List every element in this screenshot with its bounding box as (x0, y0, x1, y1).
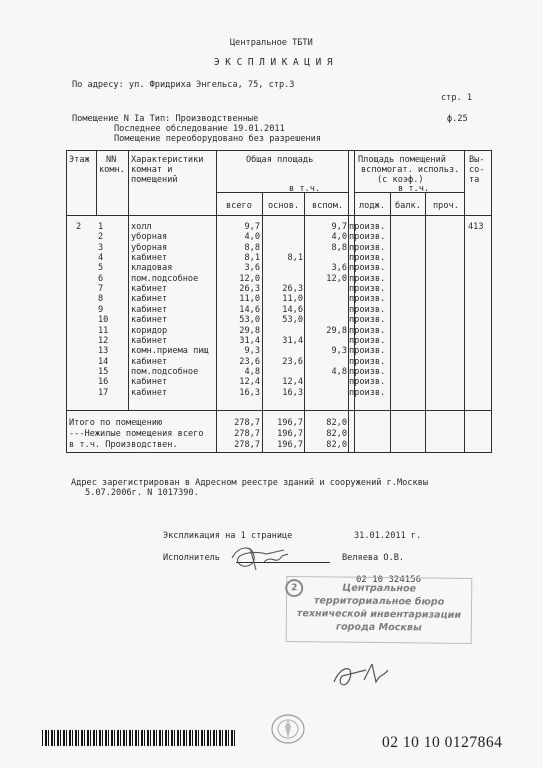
cell-nn: 14 (98, 356, 109, 367)
total-total: 278,7 (234, 429, 260, 439)
cell-name: кабинет (131, 304, 168, 315)
cell-total: 11,0 (239, 294, 260, 305)
cell-total: 14,6 (239, 304, 260, 315)
cell-type: произв. (349, 273, 386, 284)
cell-nn: 4 (98, 253, 104, 264)
cell-type: произв. (349, 335, 386, 346)
registry-text-2: 5.07.2006г. N 1017390. (85, 488, 199, 498)
cell-type: произв. (349, 304, 386, 315)
bti-stamp (286, 576, 473, 644)
cell-main: 16,3 (282, 387, 303, 398)
cell-nn: 12 (98, 335, 109, 346)
cell-nn: 3 (98, 242, 104, 253)
executor-name: Веляева О.В. (342, 553, 405, 563)
cell-name: комн.приема пищ (131, 346, 209, 357)
address-line: По адресу: ул. Фридриха Энгельса, 75, стр.3 (72, 80, 295, 90)
header-height-3: та (469, 175, 480, 185)
cell-type: произв. (349, 387, 386, 398)
cell-type: произв. (349, 377, 386, 388)
cell-total: 8,8 (244, 242, 260, 253)
header-total-area: Общая площадь (246, 155, 314, 165)
cell-main: 23,6 (282, 356, 303, 367)
cell-aux: 29,8 (326, 325, 347, 336)
cell-type: произв. (349, 222, 386, 232)
total-main: 196,7 (277, 418, 303, 428)
header-height-2: со- (469, 165, 485, 175)
cell-height: 413 (468, 222, 484, 232)
header-height: Вы- (469, 155, 485, 165)
stamp-line-2: территориальное бюро (313, 595, 445, 608)
cell-name: уборная (131, 232, 168, 243)
cell-aux: 9,7 (331, 222, 347, 232)
cell-name: холл (131, 222, 152, 232)
cell-total: 23,6 (239, 356, 260, 367)
cell-aux: 3,6 (331, 263, 347, 274)
cell-main: 26,3 (282, 284, 303, 295)
cell-aux: 4,0 (331, 232, 347, 243)
cell-nn: 1 (98, 222, 104, 232)
org-name: Центральное ТБТИ (230, 38, 313, 48)
cell-nn: 5 (98, 263, 104, 274)
header-aux-area: Площадь помещений (358, 155, 446, 165)
cell-type: произв. (349, 325, 386, 336)
cell-type: произв. (349, 284, 386, 295)
total-aux: 82,0 (326, 440, 347, 450)
cell-name: кабинет (131, 253, 168, 264)
header-total: всего (226, 201, 252, 211)
cell-name: кабинет (131, 315, 168, 326)
form-number: ф.25 (447, 114, 468, 124)
stamp-line-3: технической инвентаризации (296, 608, 462, 621)
total-label: Итого по помещению (69, 418, 163, 428)
cell-name: кабинет (131, 356, 168, 367)
second-signature (326, 656, 392, 692)
cell-nn: 6 (98, 273, 104, 284)
cell-nn: 13 (98, 346, 109, 357)
cell-total: 26,3 (239, 284, 260, 295)
cell-type: произв. (349, 263, 386, 274)
executor-signature (224, 536, 306, 578)
total-total: 278,7 (234, 418, 260, 428)
header-characteristics-2: комнат и (131, 165, 173, 175)
cell-main: 12,4 (282, 377, 303, 388)
total-label: ---Нежилые помещения всего (69, 429, 204, 439)
stamp-line-4: города Москвы (335, 621, 422, 634)
total-total: 278,7 (234, 440, 260, 450)
last-survey: Последнее обследование 19.01.2011 (114, 124, 285, 134)
stamp-line-1: Центральное (342, 582, 417, 595)
cell-aux: 8,8 (331, 242, 347, 253)
cell-name: кабинет (131, 294, 168, 305)
header-nn-sub: комн. (99, 165, 125, 175)
cell-total: 12,4 (239, 377, 260, 388)
cell-main: 11,0 (282, 294, 303, 305)
cell-nn: 8 (98, 294, 104, 305)
cell-name: кабинет (131, 387, 168, 398)
signature-date: 31.01.2011 г. (354, 531, 422, 541)
cell-type: произв. (349, 242, 386, 253)
cell-nn: 9 (98, 304, 104, 315)
header-aux-area-3: (с коэф.) (377, 175, 424, 185)
barcode-strip (42, 730, 237, 746)
cell-type: произв. (349, 294, 386, 305)
document-serial: 02 10 10 0127864 (382, 734, 503, 751)
cell-name: кладовая (131, 263, 173, 274)
cell-name: кабинет (131, 377, 168, 388)
total-aux: 82,0 (326, 418, 347, 428)
total-aux: 82,0 (326, 429, 347, 439)
emblem-icon (268, 712, 308, 746)
cell-total: 9,7 (244, 222, 260, 232)
cell-nn: 16 (98, 377, 109, 388)
cell-aux: 9,3 (331, 346, 347, 357)
redevelopment-note: Помещение переоборудовано без разрешения (114, 134, 321, 144)
cell-total: 12,0 (239, 273, 260, 284)
cell-name: уборная (131, 242, 168, 253)
cell-total: 4,0 (244, 232, 260, 243)
cell-name: пом.подсобное (131, 366, 199, 377)
header-incl-2: в т.ч. (398, 184, 430, 194)
document-title: Э К С П Л И К А Ц И Я (214, 57, 333, 68)
cell-total: 29,8 (239, 325, 260, 336)
stamp-circle: 2 (285, 579, 303, 597)
cell-nn: 10 (98, 315, 109, 326)
header-main: основ. (268, 201, 300, 211)
cell-aux: 12,0 (326, 273, 347, 284)
header-floor: Этаж (69, 155, 90, 165)
cell-name: кабинет (131, 335, 168, 346)
header-other: проч. (433, 201, 459, 211)
cell-total: 53,0 (239, 315, 260, 326)
cell-type: произв. (349, 253, 386, 264)
header-aux: вспом. (312, 201, 344, 211)
cell-main: 53,0 (282, 315, 303, 326)
cell-nn: 7 (98, 284, 104, 295)
cell-type: произв. (349, 366, 386, 377)
cell-total: 8,1 (244, 253, 260, 264)
cell-main: 31,4 (282, 335, 303, 346)
cell-nn: 11 (98, 325, 109, 336)
cell-total: 4,8 (244, 366, 260, 377)
cell-name: кабинет (131, 284, 168, 295)
cell-main: 8,1 (287, 253, 303, 264)
cell-nn: 15 (98, 366, 109, 377)
header-nn: NN (106, 155, 117, 165)
cell-name: коридор (131, 325, 168, 336)
cell-floor: 2 (76, 222, 82, 232)
cell-total: 3,6 (244, 263, 260, 274)
page-number: стр. 1 (441, 93, 473, 103)
cell-type: произв. (349, 356, 386, 367)
cell-type: произв. (349, 346, 386, 357)
total-main: 196,7 (277, 440, 303, 450)
stamp-number: 02 10 324156 (356, 575, 422, 585)
cell-main: 14,6 (282, 304, 303, 315)
header-characteristics-3: помещений (131, 175, 178, 185)
cell-type: произв. (349, 232, 386, 243)
cell-nn: 2 (98, 232, 104, 243)
registry-text: Адрес зарегистрирован в Адресном реестре зданий и сооружений г.Москвы (71, 478, 428, 488)
header-characteristics: Характеристики (131, 155, 204, 165)
total-main: 196,7 (277, 429, 303, 439)
cell-name: пом.подсобное (131, 273, 199, 284)
cell-total: 16,3 (239, 387, 260, 398)
total-label: в т.ч. Производствен. (69, 440, 178, 450)
header-aux-area-2: вспомогат. использ. (361, 165, 460, 175)
cell-total: 31,4 (239, 335, 260, 346)
executor-label: Исполнитель (163, 553, 220, 563)
cell-nn: 17 (98, 387, 109, 398)
cell-type: произв. (349, 315, 386, 326)
header-loggia: лодж. (359, 201, 385, 211)
room-line: Помещение N Ia Тип: Производственные (72, 114, 259, 124)
pages-note: Экспликация на 1 странице (163, 531, 293, 541)
header-balcony: балк. (395, 201, 421, 211)
cell-aux: 4,8 (331, 366, 347, 377)
cell-total: 9,3 (244, 346, 260, 357)
header-incl: в т.ч. (289, 184, 321, 194)
